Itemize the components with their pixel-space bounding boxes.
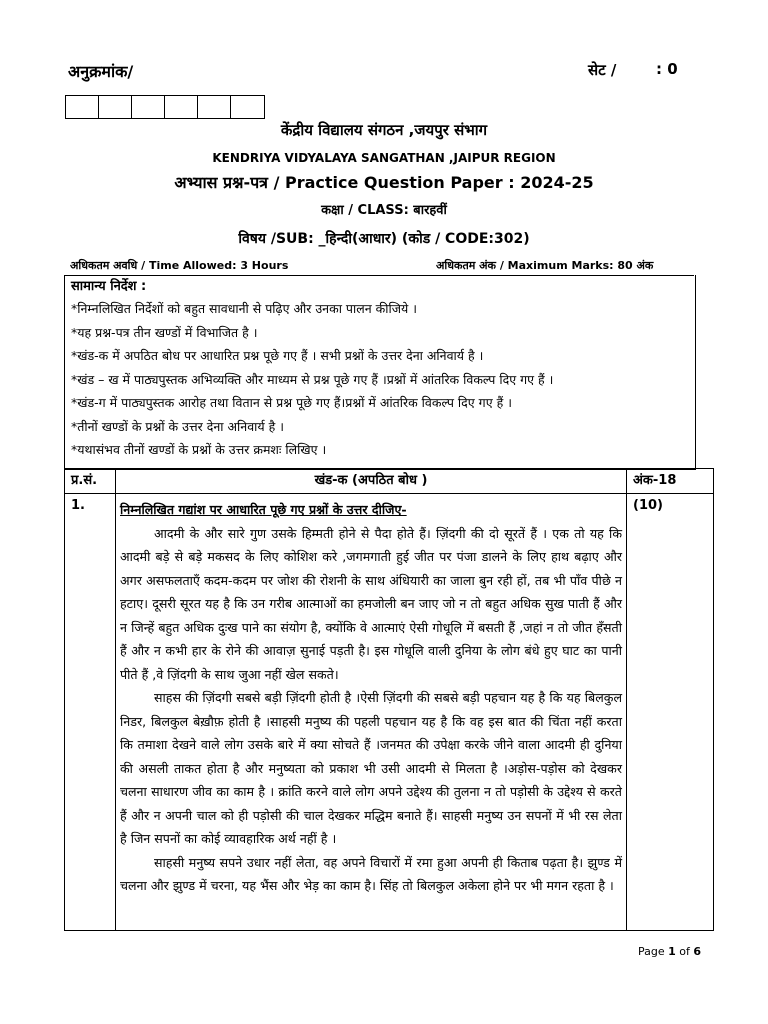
question-body — [116, 494, 627, 931]
time-allowed: अधिकतम अवधि / Time Allowed: 3 Hours — [70, 259, 289, 272]
instruction-item: *खंड-ग में पाठ्यपुस्तक आरोह तथा वितान से प्रश्न पूछे गए हैं।प्रश्नों में आंतरिक विकल्प दिए गए हैं । — [71, 395, 512, 410]
roll-number-box — [99, 96, 132, 118]
passage-paragraph: साहसी मनुष्य सपने उधार नहीं लेता, वह अपने विचारों में रमा हुआ अपनी ही किताब पढ़ता है। झुण्ड में चलना और झुण्ड में चरना, यह भैंस और भेड़ का काम है। सिंह तो बिलकुल अकेला होने पर भी मगन रहता है । — [120, 854, 622, 893]
column-header-marks: अंक-18 — [627, 469, 714, 494]
instruction-item: *यथासंभव तीनों खण्डों के प्रश्नों के उत्तर क्रमशः लिखिए । — [71, 442, 327, 457]
question-number: 1. — [65, 494, 116, 931]
organization-name-hindi: केंद्रीय विद्यालय संगठन ,जयपुर संभाग — [280, 121, 488, 139]
page-total: 6 — [693, 945, 702, 958]
table-row — [65, 494, 714, 931]
paper-title: अभ्यास प्रश्न-पत्र / Practice Question Paper : 2024-25 — [174, 173, 594, 192]
general-instructions — [64, 275, 696, 470]
passage-paragraph: साहस की ज़िंदगी सबसे बड़ी ज़िंदगी होती है ।ऐसी ज़िंदगी की सबसे बड़ी पहचान यह है कि यह बिलकुल निडर, बिलकुल बेख़ौफ़ होती है ।साहसी मनुष्य की पहली पहचान यह है कि वह इस बात की चिंता नहीं करता कि तमाशा देखने वाले लोग उसके बारे में क्या सोचते हैं ।जनमत की उपेक्षा करके जीने वाला आदमी ही दुनिया की असली ताकत होता है और मनुष्यता को प्रकाश भी उसी आदमी से मिलता है ।अड़ोस-पड़ोस को देखकर चलना साधारण जीव का काम है । क्रांति करने वाले लोग अपने उद्देश्य की तुलना न तो पड़ोसी के उद्देश्य से करते हैं और न अपनी चाल को ही पड़ोसी की चाल देखकर मद्धिम बनाते हैं। साहसी मनुष्य उन सपनों में भी रस लेता है जिन सपनों का कोई व्यावहारिक अर्थ नहीं है । — [120, 690, 622, 846]
instructions-title: सामान्य निर्देश : — [71, 279, 147, 294]
roll-number-box — [165, 96, 198, 118]
roll-number-box — [132, 96, 165, 118]
page-prefix: Page — [638, 945, 669, 958]
instruction-item: *खंड-क में अपठित बोध पर आधारित प्रश्न पूछे गए हैं । सभी प्रश्नों के उत्तर देना अनिवार्य है । — [71, 348, 484, 363]
table-header-row — [65, 469, 714, 494]
subject-line: विषय /SUB: _हिन्दी(आधार) (कोड / CODE:302) — [238, 231, 530, 247]
roll-number-box — [66, 96, 99, 118]
roll-number-boxes — [65, 95, 265, 119]
class-line: कक्षा / CLASS: बारहवीं — [321, 203, 447, 218]
set-label: सेट / — [588, 61, 617, 79]
page-current: 1 — [668, 945, 676, 958]
roll-number-label: अनुक्रमांक/ — [68, 62, 134, 81]
roll-number-box — [198, 96, 231, 118]
instruction-item: *तीनों खण्डों के प्रश्नों के उत्तर देना अनिवार्य है । — [71, 418, 284, 434]
question-marks: (10) — [627, 494, 714, 931]
question-instruction: निम्नलिखित गद्यांश पर आधारित पूछे गए प्रश्नों के उत्तर दीजिए- — [120, 502, 407, 517]
maximum-marks: अधिकतम अंक / Maximum Marks: 80 अंक — [436, 259, 654, 272]
instruction-item: *यह प्रश्न-पत्र तीन खण्डों में विभाजित है । — [71, 324, 258, 340]
instruction-item: *खंड – ख में पाठ्यपुस्तक अभिव्यक्ति और माध्यम से प्रश्न पूछे गए हैं ।प्रश्नों में आंतरिक विकल्प दिए गए हैं । — [71, 371, 554, 387]
organization-name-english: KENDRIYA VIDYALAYA SANGATHAN ,JAIPUR REGION — [212, 151, 556, 165]
page-of: of — [675, 945, 694, 958]
page-number — [638, 945, 701, 958]
question-table — [64, 468, 714, 931]
instruction-item: *निम्नलिखित निर्देशों को बहुत सावधानी से पढ़िए और उनका पालन कीजिये । — [71, 301, 417, 316]
roll-number-box — [231, 96, 264, 118]
column-header-sr: प्र.सं. — [65, 469, 116, 494]
section-title: खंड-क (अपठित बोध ) — [116, 469, 627, 494]
passage-paragraph: आदमी के और सारे गुण उसके हिम्मती होने से पैदा होते हैं। ज़िंदगी की दो सूरतें हैं । एक तो यह कि आदमी बड़े से बड़े मकसद के लिए कोशिश करे ,जगमगाती हुई जीत पर पंजा डालने के लिए हाथ बढ़ाए और अगर असफलताएँ कदम-कदम पर जोश की रोशनी के साथ अंधियारी का जाला बुन रही हों, तब भी पाँव पीछे न हटाए। दूसरी सूरत यह है कि उन गरीब आत्माओं का हमजोली बन जाए जो न तो बहुत अधिक सुख पाती हैं और न जिन्हें बहुत अधिक दुःख पाने का संयोग है, क्योंकि वे आत्माएं ऐसी गोधूलि में बसती हैं ,जहां न तो जीत हँसती हैं और न कभी हार के रोने की आवाज़ सुनाई पड़ती है। इस गोधूलि वाली दुनिया के लोग बंधे हुए घाट का पानी पीते हैं ,वे ज़िंदगी के साथ जुआ नहीं खेल सकते। — [120, 525, 622, 682]
set-value: : 0 — [656, 60, 678, 78]
